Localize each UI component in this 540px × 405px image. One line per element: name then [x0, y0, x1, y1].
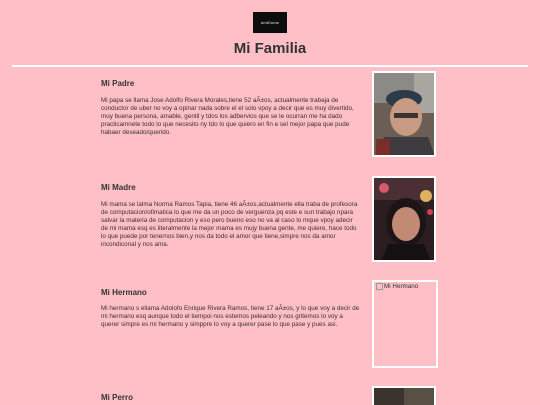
- photo-hermano-alt: Mi Hermano: [384, 283, 419, 291]
- photo-madre: [372, 176, 436, 262]
- page-title: Mi Familia: [233, 40, 307, 57]
- photo-padre-image: [374, 73, 436, 157]
- section-heading-hermano: Mi Hermano: [101, 288, 147, 297]
- photo-hermano: [372, 280, 438, 368]
- photo-madre-image: [374, 178, 436, 262]
- section-heading-madre: Mi Madre: [101, 183, 136, 192]
- site-logo[interactable]: [253, 12, 287, 33]
- photo-perro-image: [374, 388, 436, 405]
- logo-text: amiliome: [260, 20, 280, 25]
- section-heading-perro: Mi Perro: [101, 393, 134, 402]
- header-divider: [12, 65, 528, 67]
- section-text-hermano: Mi hermano s ellama Adolofo Enrique Rivera Ramos, tiene 17 aÃ±os, y lo que voy a decir de mi hermano esq aunque todo el tiempoi nos estemos peleando y nos gritemos lo voy a querer simpre es mi hermano y simppre lo voy a querer pase lo que pase y pues asi.: [101, 305, 360, 328]
- photo-padre: [372, 71, 436, 157]
- section-heading-padre: Mi Padre: [101, 79, 135, 88]
- section-text-madre: Mi mama se lalma Norma Ramos Tapia, tiene 46 aÃ±os,actualmente ella traba de profesora de computacion/ofimatica lo que me da un poco de verguenza pq este e sun trabajo npara salvar la materia de computacion y eso pero bueno eso no va al caso lo mque vpoy adecir de mi mama esq es literalmente la mejor mama es mujy buena gente, me quiere, hace todo lo que puede por tenernos bien,y nos da todo el amor que tiene,simpre nos da amor incondiconal y nos ama.: [101, 201, 358, 248]
- section-text-padre: Mi papa se llama Jose Adolfo Rivera Morales,tiene 52 aÃ±os, actualmente trabaja de conductor de uber no voy a opinar nada sobre el el solo vpoy a decir que es muy divertido, muy buena persona, amable, gentil y tdos los adbervios que se le ocurran me ha dado practicamnete todo lo que necesito ny tdo lo que quiero en fin e sel mejor papa que pude habaer deseado/querido.: [101, 97, 354, 136]
- broken-image-icon: [376, 283, 383, 290]
- photo-perro: [372, 386, 436, 405]
